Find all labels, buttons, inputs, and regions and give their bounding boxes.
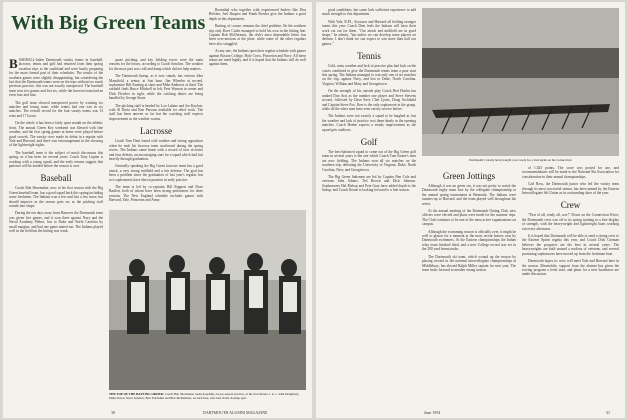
- baseball-team-photo: [109, 210, 306, 390]
- right-column-2: [422, 166, 516, 418]
- paragraph: Coach Tom Dent found cold weather and strong opposition when he took his lacrosse team southward during the spring recess. The Indians came home with a record of four victories and four defeats, an encouraging start for a squad which had lost heavily through graduation.: [109, 139, 203, 161]
- paragraph: The team is led by co-captains Bill Ruppert and Dave Bartlett, both of whom have been strong performers for three seasons. The New England schedule includes games with Harvard, Yale, Princeton and Army.: [109, 184, 203, 203]
- paragraph: It is hoped that Dartmouth will be able to send a strong crew to the Eastern Sprint regatta this year, and Coach Dick Gorman believes the prospects are the best in several years. The heavyweights are built around a nucleus of veterans, and several promising sophomores have moved up from the freshman boat.: [522, 234, 619, 256]
- paragraph: With Yale, R.P.I., Syracuse and Harvard all fielding stronger teams this year, Coach Dent feels the Indians will have their work cut out for them. "Our attack and midfield are in good shape," he admits, "but unless we can develop some players on defense, I don't think we can expect to win more than half our games.": [322, 19, 416, 46]
- left-column-1: [9, 58, 103, 418]
- section-heading-baseball: Baseball: [40, 173, 72, 184]
- paragraph: During the ten days away from Hanover the Dartmouth team was given five games, and it won three against Navy and the Naval Academy Plebes, lost to Duke and North Carolina by small margins, and had one game rained out. The Indians played well in the field but the hitting was weak.: [9, 211, 103, 233]
- drop-cap: B: [9, 58, 18, 71]
- paragraph: The baseball team is the subject of much discussion this spring, as it has been for several years. Coach Tony Lupien is working with a young squad, and the early returns suggest that patience will be needed before the season is over.: [9, 150, 103, 168]
- crew-photo: [422, 8, 619, 156]
- paragraph: The Dartmouth lineup, as it now stands, has veteran John Mansfield, a senior, at first base, Jim Wheeler at second, sophomore Bill Keating at short and Mike Ambrose at third. The outfield finds Bruce Mitchell in left, Pete Wyman in center and Dick Fletcher in right, while the catching duties are being handled by George Stone.: [109, 74, 203, 101]
- paragraph: The Dartmouth ski team, which wound up the season by placing second in the national intercollegiate championships at Middlebury, has elected Ralph Miller captain for next year. The team looks forward to another strong season.: [422, 254, 516, 272]
- crew-photo-caption: Dartmouth's varsity heavyweight crew ready for a trial sprint on the Connecticut: [469, 158, 572, 162]
- paragraph: Dartmouth hopes its crew will meet Yale and Harvard later in the season. Meanwhile, support from the alumni has given the rowing program a fresh start, and plans for a new boathouse are under discussion.: [522, 259, 619, 277]
- paragraph: Batting, of course, remains the chief problem. On the southern trip only Dave Cutler managed to hold his own in the hitting line. Captain Bob McDermott, the club's most dependable hitter, has been over-anxious at the plate, while some of the other regulars have also struggled.: [209, 24, 306, 46]
- paragraph: Although the swimming season is officially over, it might be well to glance for a moment at the most recent honors won by Dartmouth swimmers. At the Eastern championships the Indian relay team finished third, and a new College record was set in the 200 yard breaststroke.: [422, 229, 516, 252]
- paragraph: The pitching staff is headed by Lou Lalime and Joe Kayhoe, with Al Doria and Ken Parsons available for relief work. The staff has been uneven so far but the coaching staff expects improvement as the weather warms.: [109, 103, 203, 121]
- page-number: 30: [111, 410, 115, 415]
- paragraph: On the strength of his outside play Coach Red Hoehn has ranked Don Arzt as the number one player and Steve Stevens second, followed by Dave Kerr, Chet Lyons, Doug Archibald and Captain Steve Fox. Kerr is the only sophomore in the group, while all the other men have seen varsity service before.: [322, 89, 416, 111]
- left-column-3: [209, 8, 306, 204]
- paragraph: "First of all, ready all, row!" Down on the Connecticut River, the Dartmouth crew was off to its spring training in a fine display of strength, with the heavyweight and lightweight boats working out every afternoon.: [522, 213, 619, 231]
- section-heading-tennis: Tennis: [357, 51, 381, 62]
- photo-illustration: [109, 210, 306, 390]
- right-column-3: [522, 166, 619, 418]
- paragraph: The Big Green linksmen are led by Captain Ben Cole and veterans John Adams, Ted Brown and Dick Johnson. Sophomores Hal Bishop and Pete Gray have added depth to the lineup, and Coach Keane is looking forward to a fine season.: [322, 174, 416, 193]
- paragraph: At any rate, the Indians open their regular schedule with games against Boston College, Holy Cross, Princeton and Navy. All these teams are rated highly, and it is hoped that the Indians will do well against them.: [209, 49, 306, 67]
- photo-caption: THE TOP OF THE BATTING ORDER: Coach Bob Shoemaker looks hopefully, in pre-season practice, at the four hitters: l. to r., John Dougherty, Mike Dowd, Steve Sanders, Bob Fairbanks and Bob McDermott, second base, who bats in the cleanup spot.: [109, 392, 300, 400]
- paragraph: At the annual meeting of the Dartmouth Outing Club, new officers were elected and plans were made for the summer trips. The Club continues to be one of the most active organizations on campus.: [422, 209, 516, 227]
- paragraph: quote pitching, and key fielding errors were the main reasons for the losses, according to Coach Sanchez. The weather for the most part was cold and damp which did not help matters.: [109, 58, 203, 71]
- lead-paragraph: BASEBALL-laden Dartmouth varsity teams in baseball, lacrosse, tennis and golf had returned from their spring vacation trips to the southland and were busily preparing for the more formal part of their schedules. The results of the southern games were slightly disappointing, but considering the fact that the Dartmouth teams were on the trips without too much previous practice, this was not exactly unexpected. The baseball team won two games and lost six, while the lacrosse team had an even four and four.: [9, 58, 103, 98]
- paragraph: Carl Ross, the Dartmouth junior who led the varsity team through its most successful season, has been named by the Eastern Intercollegiate Ski Union as its outstanding skier of the year.: [522, 182, 619, 196]
- paragraph: The Indians were not exactly a squad to be laughed at, but the weather and lack of practice cost them dearly in the opening matches. Coach Hoehn expects a steady improvement as the squad gets outdoors.: [322, 114, 416, 132]
- paragraph: The golf team showed unexpected power by winning six matches and losing none, while tennis had one win in six matches. The overall record for the four varsity teams was 13 wins and 17 losses.: [9, 100, 103, 118]
- paragraph: Cold, rainy weather and lack of practice plus bad luck on the courts combined to give the Dartmouth tennis team a poor start this spring. The Indians managed to win only one of six matches on the trip, against Navy, and lost to Duke, North Carolina, Virginia, William and Mary and Georgetown.: [322, 64, 416, 86]
- section-heading-green-jottings: Green Jottings: [442, 171, 496, 181]
- paragraph: good candidates, but some lack sufficient experience to add much strength to this department.: [322, 8, 416, 17]
- left-page: [3, 2, 312, 418]
- right-column-1: [322, 8, 416, 418]
- crew-illustration: [422, 8, 619, 156]
- section-heading-lacrosse: Lacrosse: [140, 126, 172, 137]
- paragraph: of 1,023 points. The score was posted for use, and recommendations will be made to the National Ski Association for consideration in their annual championships.: [522, 166, 619, 179]
- article-title: With Big Green Teams: [11, 12, 206, 34]
- paragraph: On the whole it has been a fairly quiet month on the athletic front. The annual Green Key weekend was blessed with fine weather, and the first spring games at home were played before good crowds. The varsity crew made its debut in a regatta with Yale and Harvard, and there was encouragement in the showing of the lightweight eights.: [9, 121, 103, 148]
- paragraph: Coach Bob Shoemaker, now in his first season with the Big Green baseball team, has a good squad back this spring including some freshmen. The Indians won a few and lost a few more, but should improve as the season goes on, as the pitching staff rounds into shape.: [9, 186, 103, 208]
- magazine-name: DARTMOUTH ALUMNI MAGAZINE: [203, 410, 268, 415]
- paragraph: Although it was no green sin, it was not pretty to watch the Dartmouth rugby team lose by the collegiate championship to the annual spring tournament at Bermuda. The Indians were runners-up to Harvard, and the team played well throughout the series.: [422, 184, 516, 206]
- issue-date: June 1954: [424, 410, 441, 415]
- paragraph: Generally speaking the Big Green lacrosse team has a good attack, a very strong midfield and a fair defense. The goal has been a problem since the graduation of last year's regular, but two sophomores have shown promise in early practice.: [109, 164, 203, 182]
- page-number: 31: [606, 410, 610, 415]
- section-heading-crew: Crew: [560, 200, 581, 211]
- right-page: [316, 2, 625, 418]
- paragraph: Rosenthal who together with experienced hurlers like Don Belcher, Joel Shapiro and Frank Bowles give the Indians a good depth in this department.: [209, 8, 306, 21]
- section-heading-golf: Golf: [360, 136, 378, 147]
- paragraph: The best-balanced squad to come out of the Big Green golf team in several years is the one which Coach Tom Keane's men are now fielding. The Indians won all six matches on the southern trip, defeating the University of Virginia, Duke, North Carolina, Navy and Georgetown.: [322, 149, 416, 172]
